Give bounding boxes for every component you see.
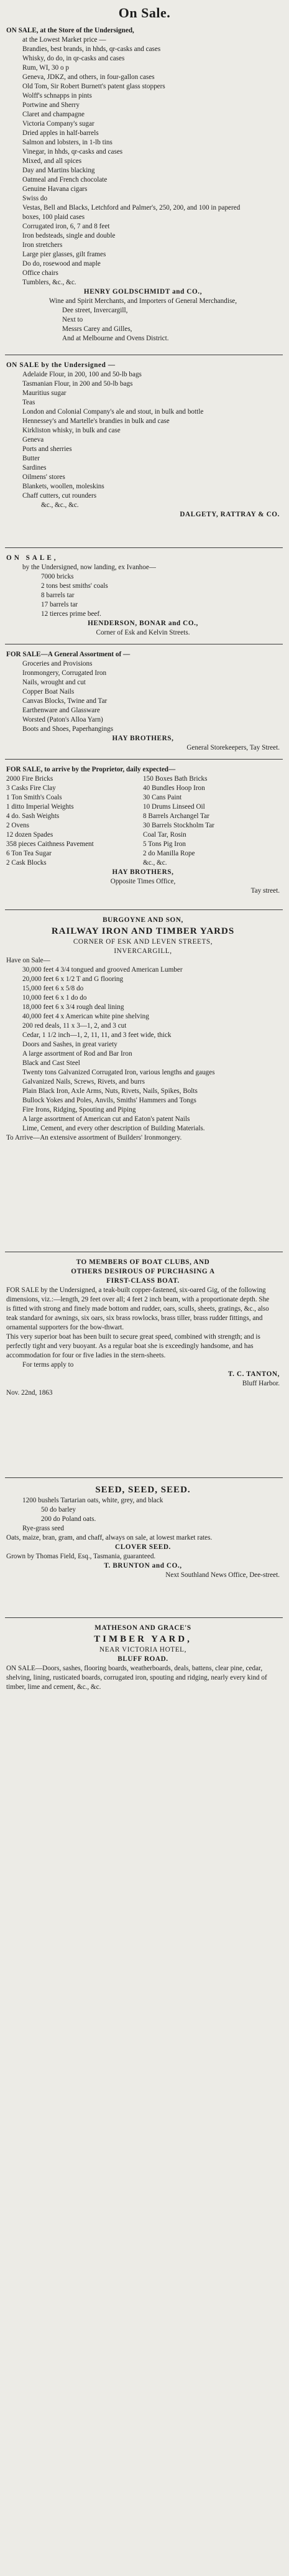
goods-item: 2 Ovens (6, 822, 29, 829)
goods-item: 5 Tons Pig Iron (143, 840, 186, 848)
goods-item: Canvas Blocks, Twine and Tar (22, 697, 108, 705)
goods-item: 2000 Fire Bricks (6, 775, 53, 783)
ad-dalgety-rattray (6, 361, 280, 519)
goods-item: Dried apples in half-barrels (22, 129, 99, 137)
goods-item: Vestas, Bell and Blacks, Letchford and Palmer's, 250, 200, and 100 in papered boxes, 100 plaid cases (22, 204, 241, 221)
goods-item: Tasmanian Flour, in 200 and 50-lb bags (22, 380, 133, 388)
goods-item: 10,000 feet 6 x 1 do do (22, 994, 87, 1002)
divider-rule (5, 1477, 283, 1478)
divider-rule (5, 547, 283, 548)
ad-title: OTHERS DESIROUS OF PURCHASING A (71, 1268, 215, 1275)
goods-item: 2 do Manilla Rope (143, 850, 195, 857)
goods-item: Bullock Yokes and Poles, Anvils, Smiths' Hammers and Tongs (22, 1097, 196, 1104)
goods-item: Kirkliston whisky, in bulk and case (22, 427, 121, 434)
goods-row (6, 812, 280, 821)
goods-item: Worsted (Paton's Alloa Yarn) (22, 716, 103, 723)
advertiser-name: HENDERSON, BONAR and CO., (88, 620, 198, 627)
goods-item: Oilmens' stores (22, 473, 65, 481)
ad-body: ON SALE—Doors, sashes, flooring boards, weatherboards, deals, battens, clear pine, cedar, shelving, lining, rusticated boards, corrugated iron, spouting and ridging, nearly every kind of timber, lime and cement, &c., &c. (6, 1665, 267, 1691)
goods-item: Groceries and Provisions (22, 660, 93, 667)
goods-item: Whisky, do do, in qr-casks and cases (22, 55, 125, 62)
goods-item: 200 red deals, 11 x 3—1, 2, and 3 cut (22, 1022, 127, 1030)
ad-seed (6, 1484, 280, 1580)
goods-item: Iron bedsteads, single and double (22, 232, 116, 239)
goods-item: 200 do Poland oats. (41, 1515, 96, 1523)
goods-item: Lime, Cement, and every other description of Building Materials. (22, 1125, 205, 1132)
goods-item: Portwine and Sherry (22, 101, 80, 109)
goods-item: Oatmeal and French chocolate (22, 176, 108, 184)
goods-item: Black and Cast Steel (22, 1059, 80, 1067)
goods-item: Butter (22, 455, 40, 462)
goods-item: 8 barrels tar (41, 592, 75, 599)
goods-item: Galvanized Nails, Screws, Rivets, and burrs (22, 1078, 145, 1086)
advertiser-name: HENRY GOLDSCHMIDT and CO., (83, 288, 203, 295)
goods-item: 30 Cans Paint (143, 794, 182, 801)
advertiser-trade: Wine and Spirit Merchants, and Importers of General Merchandise, (48, 297, 237, 305)
goods-row (6, 784, 280, 793)
goods-item: 17 barrels tar (41, 601, 78, 608)
goods-item: Ironmongery, Corrugated Iron (22, 669, 107, 677)
advertiser-name: HAY BROTHERS, (112, 735, 174, 742)
address-line: Corner of Esk and Kelvin Streets. (96, 629, 190, 636)
goods-item: Plain Black Iron, Axle Arms, Nuts, Rivets, Nails, Spikes, Bolts (22, 1087, 198, 1095)
goods-item: 30 Barrels Stockholm Tar (143, 822, 214, 829)
ad-henderson-bonar (6, 554, 280, 638)
advertiser-name: MATHESON AND GRACE'S (94, 1624, 191, 1632)
goods-item: Vinegar, in hhds, qr-casks and cases (22, 148, 123, 156)
goods-item: Rye-grass seed (22, 1525, 64, 1532)
address-line: Dee street, Invercargill, (62, 307, 128, 314)
goods-item: Victoria Company's sugar (22, 120, 94, 128)
goods-item: 12 tierces prime beef. (41, 610, 101, 618)
goods-row (6, 821, 280, 830)
address-line: Bluff Harbor. (242, 1380, 280, 1387)
goods-row (6, 774, 280, 784)
goods-item: 4 do. Sash Weights (6, 812, 60, 820)
goods-item: 10 Drums Linseed Oil (143, 803, 205, 811)
address-line: And at Melbourne and Ovens District. (62, 335, 169, 342)
goods-item: Genuine Havana cigars (22, 185, 88, 193)
goods-item: Mixed, and all spices (22, 157, 82, 165)
goods-item: A large assortment of American cut and Eaton's patent Nails (22, 1115, 190, 1123)
goods-item: Coal Tar, Rosin (143, 831, 186, 839)
goods-item: Nails, wrought and cut (22, 679, 86, 686)
goods-item: 358 pieces Caithness Pavement (6, 840, 94, 848)
divider-rule (5, 759, 283, 760)
goods-item: 20,000 feet 6 x 1/2 T and G flooring (22, 975, 124, 983)
ad-line: Have on Sale— (6, 957, 50, 964)
ad-opening-line: FOR SALE, to arrive by the Proprietor, daily expected— (6, 766, 176, 773)
ad-title: FIRST-CLASS BOAT. (106, 1277, 180, 1285)
goods-item: 40,000 feet 4 x American white pine shelving (22, 1013, 149, 1020)
goods-row (6, 840, 280, 849)
address-line: BLUFF ROAD. (117, 1655, 168, 1663)
goods-row (6, 830, 280, 840)
goods-item: Teas (22, 399, 35, 406)
ad-opening-line: ON SALE, (6, 554, 58, 562)
address-line: General Storekeepers, Tay Street. (186, 744, 280, 751)
goods-item: Ports and sherries (22, 445, 72, 453)
goods-item: Iron stretchers (22, 241, 63, 249)
ad-title: TIMBER YARD, (94, 1634, 192, 1644)
goods-item: Brandies, best brands, in hhds, qr-casks and cases (22, 45, 161, 53)
ad-line: To Arrive—An extensive assortment of Builders' Ironmongery. (6, 1134, 182, 1142)
goods-item: Wolff's schnapps in pints (22, 92, 92, 100)
goods-item: 30,000 feet 4 3/4 tongued and grooved American Lumber (22, 966, 183, 974)
goods-item: Fire Irons, Ridging, Spouting and Piping (22, 1106, 136, 1114)
ad-hay-brothers-arrivals (6, 765, 280, 896)
ad-body: Grown by Thomas Field, Esq., Tasmania, guaranteed. (6, 1553, 156, 1560)
ad-line: For terms apply to (22, 1361, 74, 1369)
address-line: Tay street. (250, 887, 280, 895)
ad-line: by the Undersigned, now landing, ex Ivanhoe— (22, 564, 156, 571)
address-line: Next to (62, 316, 83, 323)
goods-row (6, 858, 280, 868)
ad-henry-goldschmidt (6, 26, 280, 343)
ad-body: This very superior boat has been built to secure great speed, combined with strength; and is perfectly tight and very buoyant. As a regular boat she is exceedingly handsome, and has accommodation for four or five ladies in the stern-sheets. (6, 1333, 260, 1359)
divider-rule (5, 1617, 283, 1618)
goods-item: Mauritius sugar (22, 389, 67, 397)
goods-item: Adelaide Flour, in 200, 100 and 50-lb bags (22, 371, 142, 378)
ad-opening-line: ON SALE by the Undersigned — (6, 361, 116, 369)
page-heading: On Sale. (118, 5, 171, 21)
ad-boat-for-sale (6, 1258, 280, 1398)
advertiser-name: T. BRUNTON and CO., (104, 1562, 182, 1569)
ad-body: Oats, maize, bran, gram, and chaff, always on sale, at lowest market rates. (6, 1534, 213, 1541)
goods-item: Doors and Sashes, in great variety (22, 1041, 117, 1048)
goods-item: 7000 bricks (41, 573, 74, 580)
goods-item: 40 Bundles Hoop Iron (143, 784, 205, 792)
ad-title: SEED, SEED, SEED. (95, 1485, 191, 1495)
goods-item: Chaff cutters, cut rounders (22, 492, 97, 500)
goods-item: Tumblers, &c., &c. (22, 279, 76, 286)
goods-item: Geneva, JDKZ, and others, in four-gallon cases (22, 73, 155, 81)
goods-item: Salmon and lobsters, in 1-lb tins (22, 139, 112, 146)
goods-item: 1 ditto Imperial Weights (6, 803, 74, 811)
ad-matheson-grace-timber (6, 1624, 280, 1692)
ad-title: RAILWAY IRON AND TIMBER YARDS (51, 926, 235, 936)
goods-item: Old Tom, Sir Robert Burnett's patent glass stoppers (22, 83, 165, 90)
ad-title: TO MEMBERS OF BOAT CLUBS, AND (76, 1258, 210, 1266)
goods-item: 2 Cask Blocks (6, 859, 47, 867)
date-line: Nov. 22nd, 1863 (6, 1389, 53, 1397)
goods-item: Swiss do (22, 195, 48, 202)
ad-line: at the Lowest Market price — (22, 36, 106, 44)
ad-hay-brothers-general (6, 650, 280, 753)
goods-item: Day and Martins blacking (22, 167, 95, 174)
ad-body: FOR SALE by the Undersigned, a teak-built copper-fastened, six-oared Gig, of the following dimensions, viz.:—length, 29 feet over all; 4 feet 2 inch beam, with a proportionate depth. She is fitted with strong and finely made bottom and rudder, oars, sculls, sheets, gratings, &c., also teak standard for awnings, six oars, six brass rowlocks, brass tiller, brass rudder fittings, and ornamental supporters for the bow-thwart. (6, 1286, 270, 1331)
address-line: INVERCARGILL, (114, 947, 172, 955)
goods-item: Earthenware and Glassware (22, 707, 100, 714)
goods-item: Claret and champagne (22, 111, 85, 118)
goods-item: Hennessey's and Martelle's brandies in bulk and case (22, 417, 170, 425)
goods-item: Corrugated iron, 6, 7 and 8 feet (22, 223, 110, 230)
goods-item: 8 Barrels Archangel Tar (143, 812, 209, 820)
goods-item: &c., &c. (143, 859, 167, 867)
address-line: CORNER OF ESK AND LEVEN STREETS, (73, 938, 213, 946)
goods-item: 3 Casks Fire Clay (6, 784, 56, 792)
address-line: Opposite Times Office, (110, 878, 176, 885)
advertiser-name: BURGOYNE AND SON, (103, 916, 183, 924)
goods-item: 15,000 feet 6 x 5/8 do (22, 985, 84, 992)
goods-item: 2 tons best smiths' coals (41, 582, 108, 590)
address-line: Messrs Carey and Gilles, (62, 325, 132, 333)
goods-item: 12 dozen Spades (6, 831, 53, 839)
goods-item: Rum, WI, 30 o p (22, 64, 69, 72)
advertiser-name: HAY BROTHERS, (112, 868, 174, 876)
goods-item: Boots and Shoes, Paperhangings (22, 725, 114, 733)
goods-item: Large pier glasses, gilt frames (22, 251, 106, 258)
goods-item: 1 Ton Smith's Coals (6, 794, 62, 801)
goods-item: Geneva (22, 436, 44, 444)
goods-item: Sardines (22, 464, 47, 472)
divider-rule (5, 909, 283, 910)
address-line: Next Southland News Office, Dee-street. (165, 1571, 280, 1579)
goods-item: Twenty tons Galvanized Corrugated Iron, various lengths and gauges (22, 1069, 215, 1076)
advertiser-name: DALGETY, RATTRAY & CO. (180, 511, 280, 518)
goods-item: 50 do barley (41, 1506, 76, 1514)
advertiser-name: T. C. TANTON, (227, 1370, 280, 1378)
ad-opening-line: FOR SALE—A General Assortment of — (6, 651, 131, 658)
goods-item: 18,000 feet 6 x 3/4 rough deal lining (22, 1003, 124, 1011)
goods-item: 1200 bushels Tartarian oats, white, grey, and black (22, 1497, 163, 1504)
ad-opening-line: ON SALE, at the Store of the Undersigned, (6, 27, 134, 34)
goods-item: Blankets, woollen, moleskins (22, 483, 104, 490)
goods-item: Copper Boat Nails (22, 688, 75, 695)
goods-row (6, 849, 280, 858)
address-line: NEAR VICTORIA HOTEL, (99, 1646, 186, 1653)
ad-subtitle: CLOVER SEED. (115, 1543, 171, 1551)
goods-row (6, 793, 280, 802)
goods-item: London and Colonial Company's ale and stout, in bulk and bottle (22, 408, 204, 416)
goods-item: Do do, rosewood and maple (22, 260, 101, 267)
goods-row (6, 802, 280, 812)
goods-item: 150 Boxes Bath Bricks (143, 775, 208, 783)
goods-item: Office chairs (22, 269, 58, 277)
goods-item: Cedar, 1 1/2 inch—1, 2, 11, 11, and 3 feet wide, thick (22, 1031, 172, 1039)
ad-burgoyne-and-son (6, 916, 280, 1143)
goods-item: &c., &c., &c. (41, 501, 79, 509)
goods-item: 6 Ton Tea Sugar (6, 850, 52, 857)
goods-item: A large assortment of Rod and Bar Iron (22, 1050, 132, 1058)
